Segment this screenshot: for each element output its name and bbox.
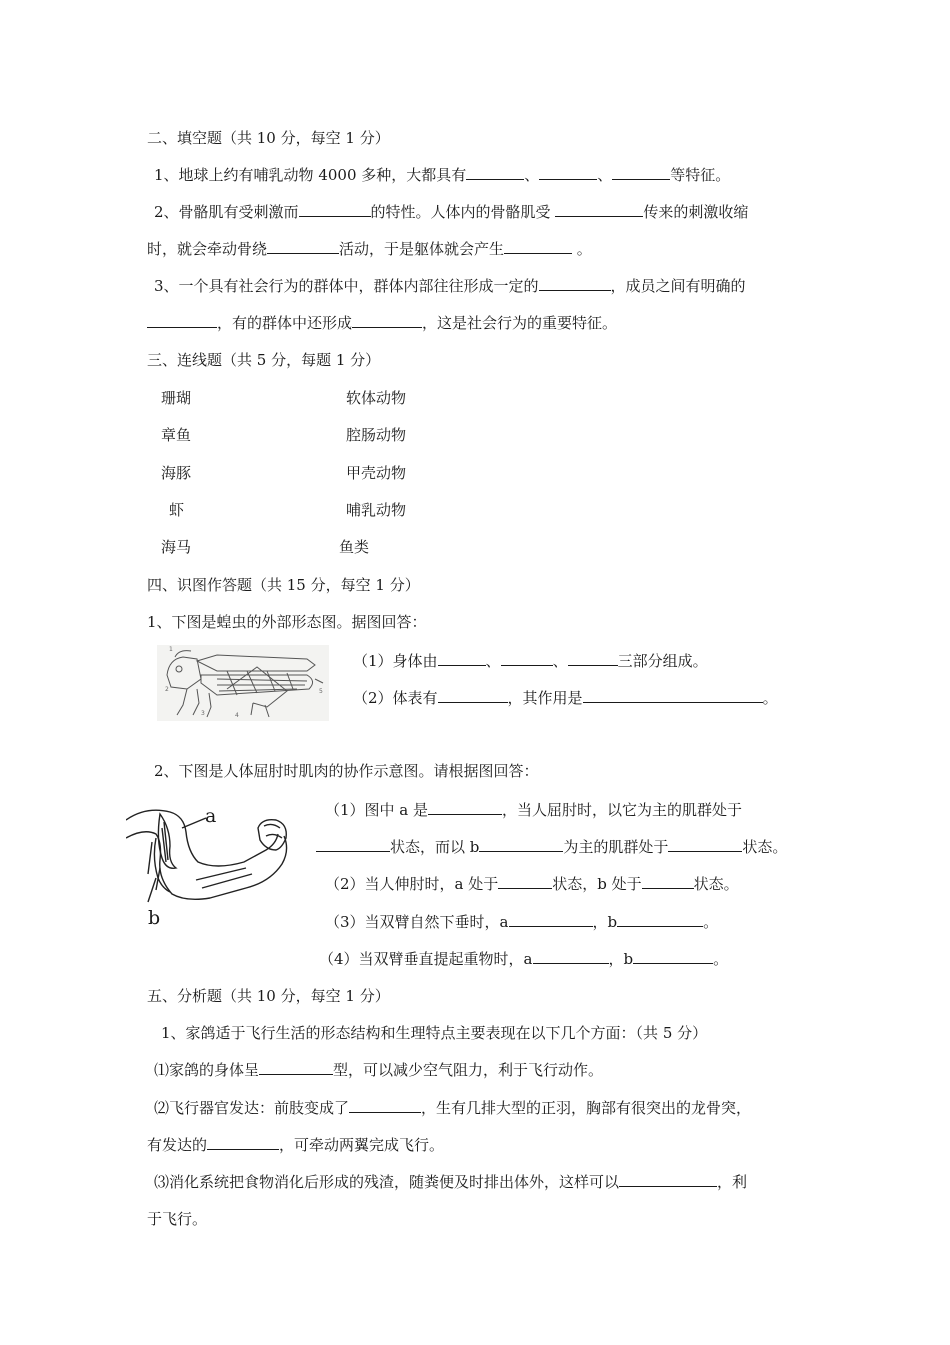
question-2-line-2	[147, 239, 592, 259]
answer-blank[interactable]	[668, 837, 742, 852]
question-text: ，其作用是	[507, 689, 583, 707]
question-text: 传来的刺激收缩	[643, 203, 749, 221]
question-text: 。	[713, 950, 729, 968]
match-left-item[interactable]: 珊瑚	[161, 389, 192, 407]
question-text: （2）当人伸肘时，a 处于	[325, 875, 499, 893]
question-text: （3）当双臂自然下垂时，a	[325, 913, 509, 931]
question-text: 状态，而以 b	[390, 838, 480, 856]
match-left-item[interactable]: 章鱼	[161, 426, 192, 444]
grasshopper-illustration	[157, 645, 329, 721]
question-text: 、	[524, 166, 540, 184]
section-heading-figure: 四、识图作答题（共 15 分，每空 1 分）	[147, 576, 420, 594]
answer-blank[interactable]	[617, 912, 703, 927]
answer-blank[interactable]	[583, 688, 763, 703]
answer-blank[interactable]	[438, 688, 508, 703]
answer-blank[interactable]	[539, 165, 597, 180]
answer-blank[interactable]	[438, 651, 486, 666]
figure-question-1-intro: 1、下图是蝗虫的外部形态图。据图回答：	[147, 613, 427, 631]
answer-blank[interactable]	[498, 874, 552, 889]
analysis-item-3-line-2: 于飞行。	[147, 1210, 208, 1228]
figure-question-2-part-3	[325, 912, 718, 932]
question-text: ⑶消化系统把食物消化后形成的残渣，随粪便及时排出体外，这样可以	[154, 1173, 620, 1191]
analysis-item-1	[154, 1060, 603, 1080]
match-right-item[interactable]: 哺乳动物	[346, 501, 407, 519]
answer-blank[interactable]	[349, 1098, 421, 1113]
question-text: 。	[762, 689, 778, 707]
answer-blank[interactable]	[299, 202, 371, 217]
match-right-item[interactable]: 鱼类	[339, 538, 370, 556]
question-text: ，当人屈肘时，以它为主的肌群处于	[502, 801, 743, 819]
answer-blank[interactable]	[642, 874, 694, 889]
question-text: 时，就会牵动骨绕	[147, 240, 268, 258]
question-text: 、	[552, 652, 568, 670]
question-text: 状态。	[742, 838, 788, 856]
question-text: ，可牵动两翼完成飞行。	[279, 1136, 445, 1154]
answer-blank[interactable]	[568, 651, 618, 666]
answer-blank[interactable]	[259, 1060, 333, 1075]
match-right-item[interactable]: 腔肠动物	[346, 426, 407, 444]
answer-blank[interactable]	[509, 912, 593, 927]
answer-blank[interactable]	[539, 276, 611, 291]
question-text: 为主的肌群处于	[563, 838, 669, 856]
answer-blank[interactable]	[504, 239, 572, 254]
section-heading-analysis: 五、分析题（共 10 分，每空 1 分）	[147, 987, 390, 1005]
svg-text:4: 4	[235, 712, 239, 719]
question-text: ⑵飞行器官发达：前肢变成了	[154, 1099, 350, 1117]
question-text: 状态，b 处于	[552, 875, 642, 893]
match-left-item[interactable]: 海马	[161, 538, 192, 556]
question-text: 1、地球上约有哺乳动物 4000 多种，大都具有	[154, 166, 467, 184]
question-text: 型，可以减少空气阻力，利于飞行动作。	[333, 1061, 604, 1079]
answer-blank[interactable]	[479, 837, 563, 852]
question-text: （2）体表有	[353, 689, 438, 707]
analysis-item-2-line-1	[154, 1098, 751, 1118]
question-2-line-1	[154, 202, 748, 222]
answer-blank[interactable]	[316, 837, 390, 852]
answer-blank[interactable]	[501, 651, 553, 666]
match-left-item[interactable]: 海豚	[161, 464, 192, 482]
svg-text:5: 5	[319, 688, 323, 695]
question-3-line-1	[154, 276, 746, 296]
answer-blank[interactable]	[612, 165, 670, 180]
question-text: ，生有几排大型的正羽，胸部有很突出的龙骨突，	[421, 1099, 752, 1117]
question-text: 2、骨骼肌有受刺激而	[154, 203, 299, 221]
question-text: 有发达的	[147, 1136, 208, 1154]
question-text: 的特性。人体内的骨骼肌受	[370, 203, 556, 221]
question-text: 三部分组成。	[617, 652, 708, 670]
question-text: （1）图中 a 是	[325, 801, 429, 819]
analysis-question-1-intro: 1、家鸽适于飞行生活的形态结构和生理特点主要表现在以下几个方面：（共 5 分）	[161, 1024, 708, 1042]
answer-blank[interactable]	[428, 800, 502, 815]
answer-blank[interactable]	[267, 239, 339, 254]
svg-text:2: 2	[165, 686, 169, 693]
question-text: ，b	[608, 950, 634, 968]
question-text: 。	[572, 240, 592, 258]
answer-blank[interactable]	[619, 1172, 717, 1187]
section-heading-fill: 二、填空题（共 10 分，每空 1 分）	[147, 129, 390, 147]
answer-blank[interactable]	[555, 202, 643, 217]
section-heading-match: 三、连线题（共 5 分，每题 1 分）	[147, 351, 381, 369]
question-text: 、	[485, 652, 501, 670]
question-text: ，b	[592, 913, 618, 931]
figure-question-2-part-1-line-1	[325, 800, 742, 820]
figure-question-1-part-1	[353, 651, 708, 671]
question-3-line-2	[147, 313, 617, 333]
analysis-item-2-line-2	[147, 1135, 444, 1155]
answer-blank[interactable]	[466, 165, 524, 180]
figure-label-b: b	[148, 907, 161, 929]
question-1	[154, 165, 730, 185]
svg-text:3: 3	[201, 710, 205, 717]
question-text: （4）当双臂垂直提起重物时，a	[319, 950, 533, 968]
match-left-item[interactable]: 虾	[169, 501, 185, 519]
figure-label-a: a	[205, 805, 217, 827]
question-text: ，有的群体中还形成	[217, 314, 353, 332]
answer-blank[interactable]	[352, 313, 422, 328]
answer-blank[interactable]	[147, 313, 217, 328]
question-text: 等特征。	[670, 166, 731, 184]
question-text: ⑴家鸽的身体呈	[154, 1061, 260, 1079]
question-text: 、	[597, 166, 613, 184]
question-text: ，这是社会行为的重要特征。	[422, 314, 618, 332]
figure-question-2-part-4	[319, 949, 728, 969]
question-text: ，利	[717, 1173, 748, 1191]
question-text: 状态。	[693, 875, 739, 893]
question-text: （1）身体由	[353, 652, 438, 670]
question-text: 3、一个具有社会行为的群体中，群体内部往往形成一定的	[154, 277, 539, 295]
figure-question-2-intro: 2、下图是人体屈肘时肌肉的协作示意图。请根据图回答：	[154, 762, 539, 780]
question-text: ，成员之间有明确的	[610, 277, 746, 295]
question-text: 活动，于是躯体就会产生	[339, 240, 505, 258]
question-text: 。	[703, 913, 719, 931]
match-right-item[interactable]: 软体动物	[346, 389, 407, 407]
figure-question-2-part-2	[325, 874, 739, 894]
answer-blank[interactable]	[207, 1135, 279, 1150]
analysis-item-3-line-1	[154, 1172, 747, 1192]
grasshopper-figure	[157, 645, 329, 721]
match-right-item[interactable]: 甲壳动物	[346, 464, 407, 482]
answer-blank[interactable]	[633, 949, 713, 964]
figure-question-1-part-2	[353, 688, 778, 708]
figure-question-2-part-1-line-2	[316, 837, 787, 857]
answer-blank[interactable]	[533, 949, 609, 964]
svg-text:1: 1	[169, 646, 173, 653]
